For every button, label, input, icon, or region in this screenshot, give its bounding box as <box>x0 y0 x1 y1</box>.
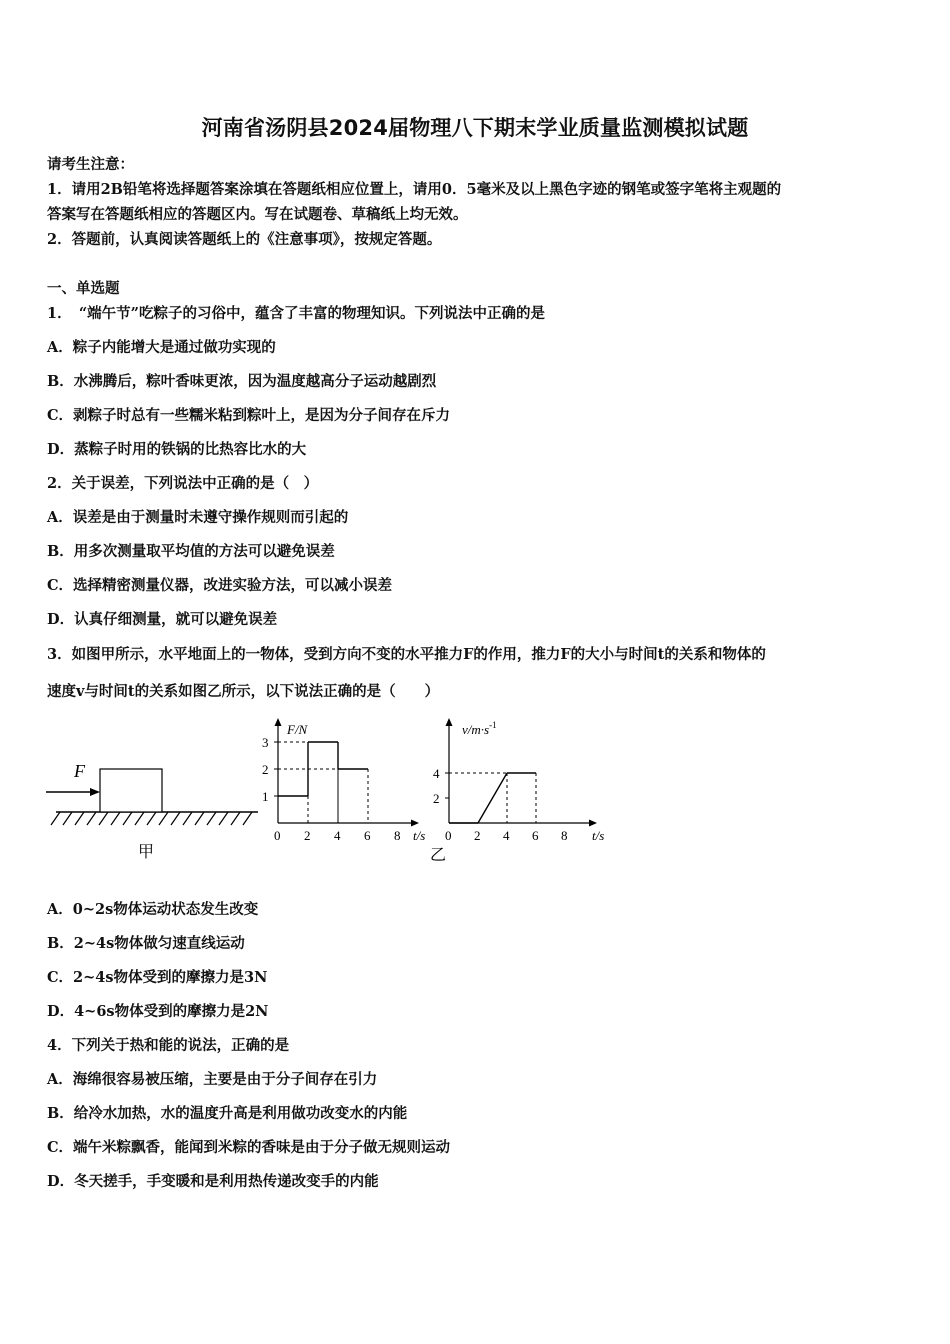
q2-option-d: D．认真仔细测量，就可以避免误差 <box>47 611 278 628</box>
f-chart-x-tick-label: 0 <box>274 828 281 843</box>
figure-jia <box>46 761 258 861</box>
q3-option-c: C．2~4s物体受到的摩擦力是3N <box>47 969 268 986</box>
ground-hatch <box>51 812 60 825</box>
q1-option-c: C．剥粽子时总有一些糯米粘到粽叶上，是因为分子间存在斥力 <box>47 407 451 424</box>
block <box>100 769 162 812</box>
v-chart-x-tick-label: 8 <box>561 828 568 843</box>
q3-figure <box>40 712 620 872</box>
f-chart-x-arrow <box>411 820 419 827</box>
notice-line-1a: 1．请用2B铅笔将选择题答案涂填在答题纸相应位置上，请用0．5毫米及以上黑色字迹的钢笔或签字笔将主观题的 <box>47 181 782 198</box>
v-chart-x-arrow <box>589 820 597 827</box>
ground-hatch <box>183 812 192 825</box>
f-chart-x-tick-label: 2 <box>304 828 311 843</box>
page-title: 河南省汤阴县2024届物理八下期末学业质量监测模拟试题 <box>201 116 749 140</box>
f-chart-y-tick-label: 1 <box>262 789 269 804</box>
ground-hatch <box>63 812 72 825</box>
q1-stem: 1． “端午节”吃粽子的习俗中，蕴含了丰富的物理知识。下列说法中正确的是 <box>47 305 546 322</box>
notice-line-1b: 答案写在答题纸相应的答题区内。写在试题卷、草稿纸上均无效。 <box>47 206 468 223</box>
ground-hatch <box>123 812 132 825</box>
jia-label: 甲 <box>138 844 155 861</box>
section-heading: 一、单选题 <box>47 280 120 297</box>
q1-option-a: A．粽子内能增大是通过做功实现的 <box>47 339 276 356</box>
ground-hatch <box>207 812 216 825</box>
ground-hatch <box>219 812 228 825</box>
q2-option-c: C．选择精密测量仪器，改进实验方法，可以减小误差 <box>47 577 393 594</box>
f-chart-y-tick-label: 3 <box>262 735 269 750</box>
ground-hatch <box>111 812 120 825</box>
q2-option-a: A．误差是由于测量时未遵守操作规则而引起的 <box>47 509 349 526</box>
chart-v-t <box>430 718 604 864</box>
ground-hatch <box>135 812 144 825</box>
ground-hatch <box>243 812 252 825</box>
v-chart-y-tick-label: 2 <box>433 791 440 806</box>
v-chart-x-tick-label: 6 <box>532 828 539 843</box>
v-chart-x-tick-label: 2 <box>474 828 481 843</box>
f-chart-y-arrow <box>275 718 282 726</box>
v-chart-y-tick-label: 4 <box>433 766 440 781</box>
ground-hatch <box>75 812 84 825</box>
f-chart-x-tick-label: 6 <box>364 828 371 843</box>
q4-option-d: D．冬天搓手，手变暖和是利用热传递改变手的内能 <box>47 1173 379 1190</box>
ground-hatch <box>171 812 180 825</box>
f-chart-ylabel: F/N <box>287 722 308 737</box>
q3-option-d: D．4~6s物体受到的摩擦力是2N <box>47 1003 269 1020</box>
ground-hatch <box>87 812 96 825</box>
q2-option-b: B．用多次测量取平均值的方法可以避免误差 <box>47 543 335 560</box>
q3-option-b: B．2~4s物体做匀速直线运动 <box>47 935 245 952</box>
yi-label: 乙 <box>430 847 447 864</box>
chart-f-t <box>262 718 425 843</box>
v-chart-ylabel: $v/m\cdot s^{-1}$ <box>462 720 497 737</box>
f-chart-x-tick-label: 4 <box>334 828 341 843</box>
v-chart-x-tick-label: 4 <box>503 828 510 843</box>
notice-heading: 请考生注意： <box>47 156 134 173</box>
f-chart-x-tick-label: 8 <box>394 828 401 843</box>
q4-stem: 4．下列关于热和能的说法，正确的是 <box>47 1037 290 1054</box>
v-chart-series-segment <box>478 773 507 823</box>
notice-line-2: 2．答题前，认真阅读答题纸上的《注意事项》，按规定答题。 <box>47 231 442 248</box>
force-arrowhead <box>90 788 100 796</box>
q2-stem: 2．关于误差，下列说法中正确的是（ ） <box>47 475 319 492</box>
q1-option-b: B．水沸腾后，粽叶香味更浓，因为温度越高分子运动越剧烈 <box>47 373 437 390</box>
f-chart-xlabel: t/s <box>413 828 426 843</box>
force-label: F <box>74 761 85 781</box>
q4-option-b: B．给冷水加热，水的温度升高是利用做功改变水的内能 <box>47 1105 408 1122</box>
v-chart-y-arrow <box>446 718 453 726</box>
q4-option-a: A．海绵很容易被压缩，主要是由于分子间存在引力 <box>47 1071 378 1088</box>
ground-hatch <box>195 812 204 825</box>
ground-hatch <box>231 812 240 825</box>
q3-stem-line2: 速度v与时间t的关系如图乙所示，以下说法正确的是（ ） <box>47 683 440 700</box>
q3-stem-line1: 3．如图甲所示，水平地面上的一物体，受到方向不变的水平推力F的作用，推力F的大小与时间t的关系和物体的 <box>47 646 766 663</box>
v-chart-xlabel: t/s <box>592 828 605 843</box>
q1-option-d: D．蒸粽子时用的铁锅的比热容比水的大 <box>47 441 307 458</box>
q3-option-a: A．0~2s物体运动状态发生改变 <box>47 901 259 918</box>
f-chart-y-tick-label: 2 <box>262 762 269 777</box>
ground-hatch <box>159 812 168 825</box>
ground-hatch <box>147 812 156 825</box>
v-chart-x-tick-label: 0 <box>445 828 452 843</box>
ground-hatch <box>99 812 108 825</box>
q4-option-c: C．端午米粽飘香，能闻到米粽的香味是由于分子做无规则运动 <box>47 1139 451 1156</box>
